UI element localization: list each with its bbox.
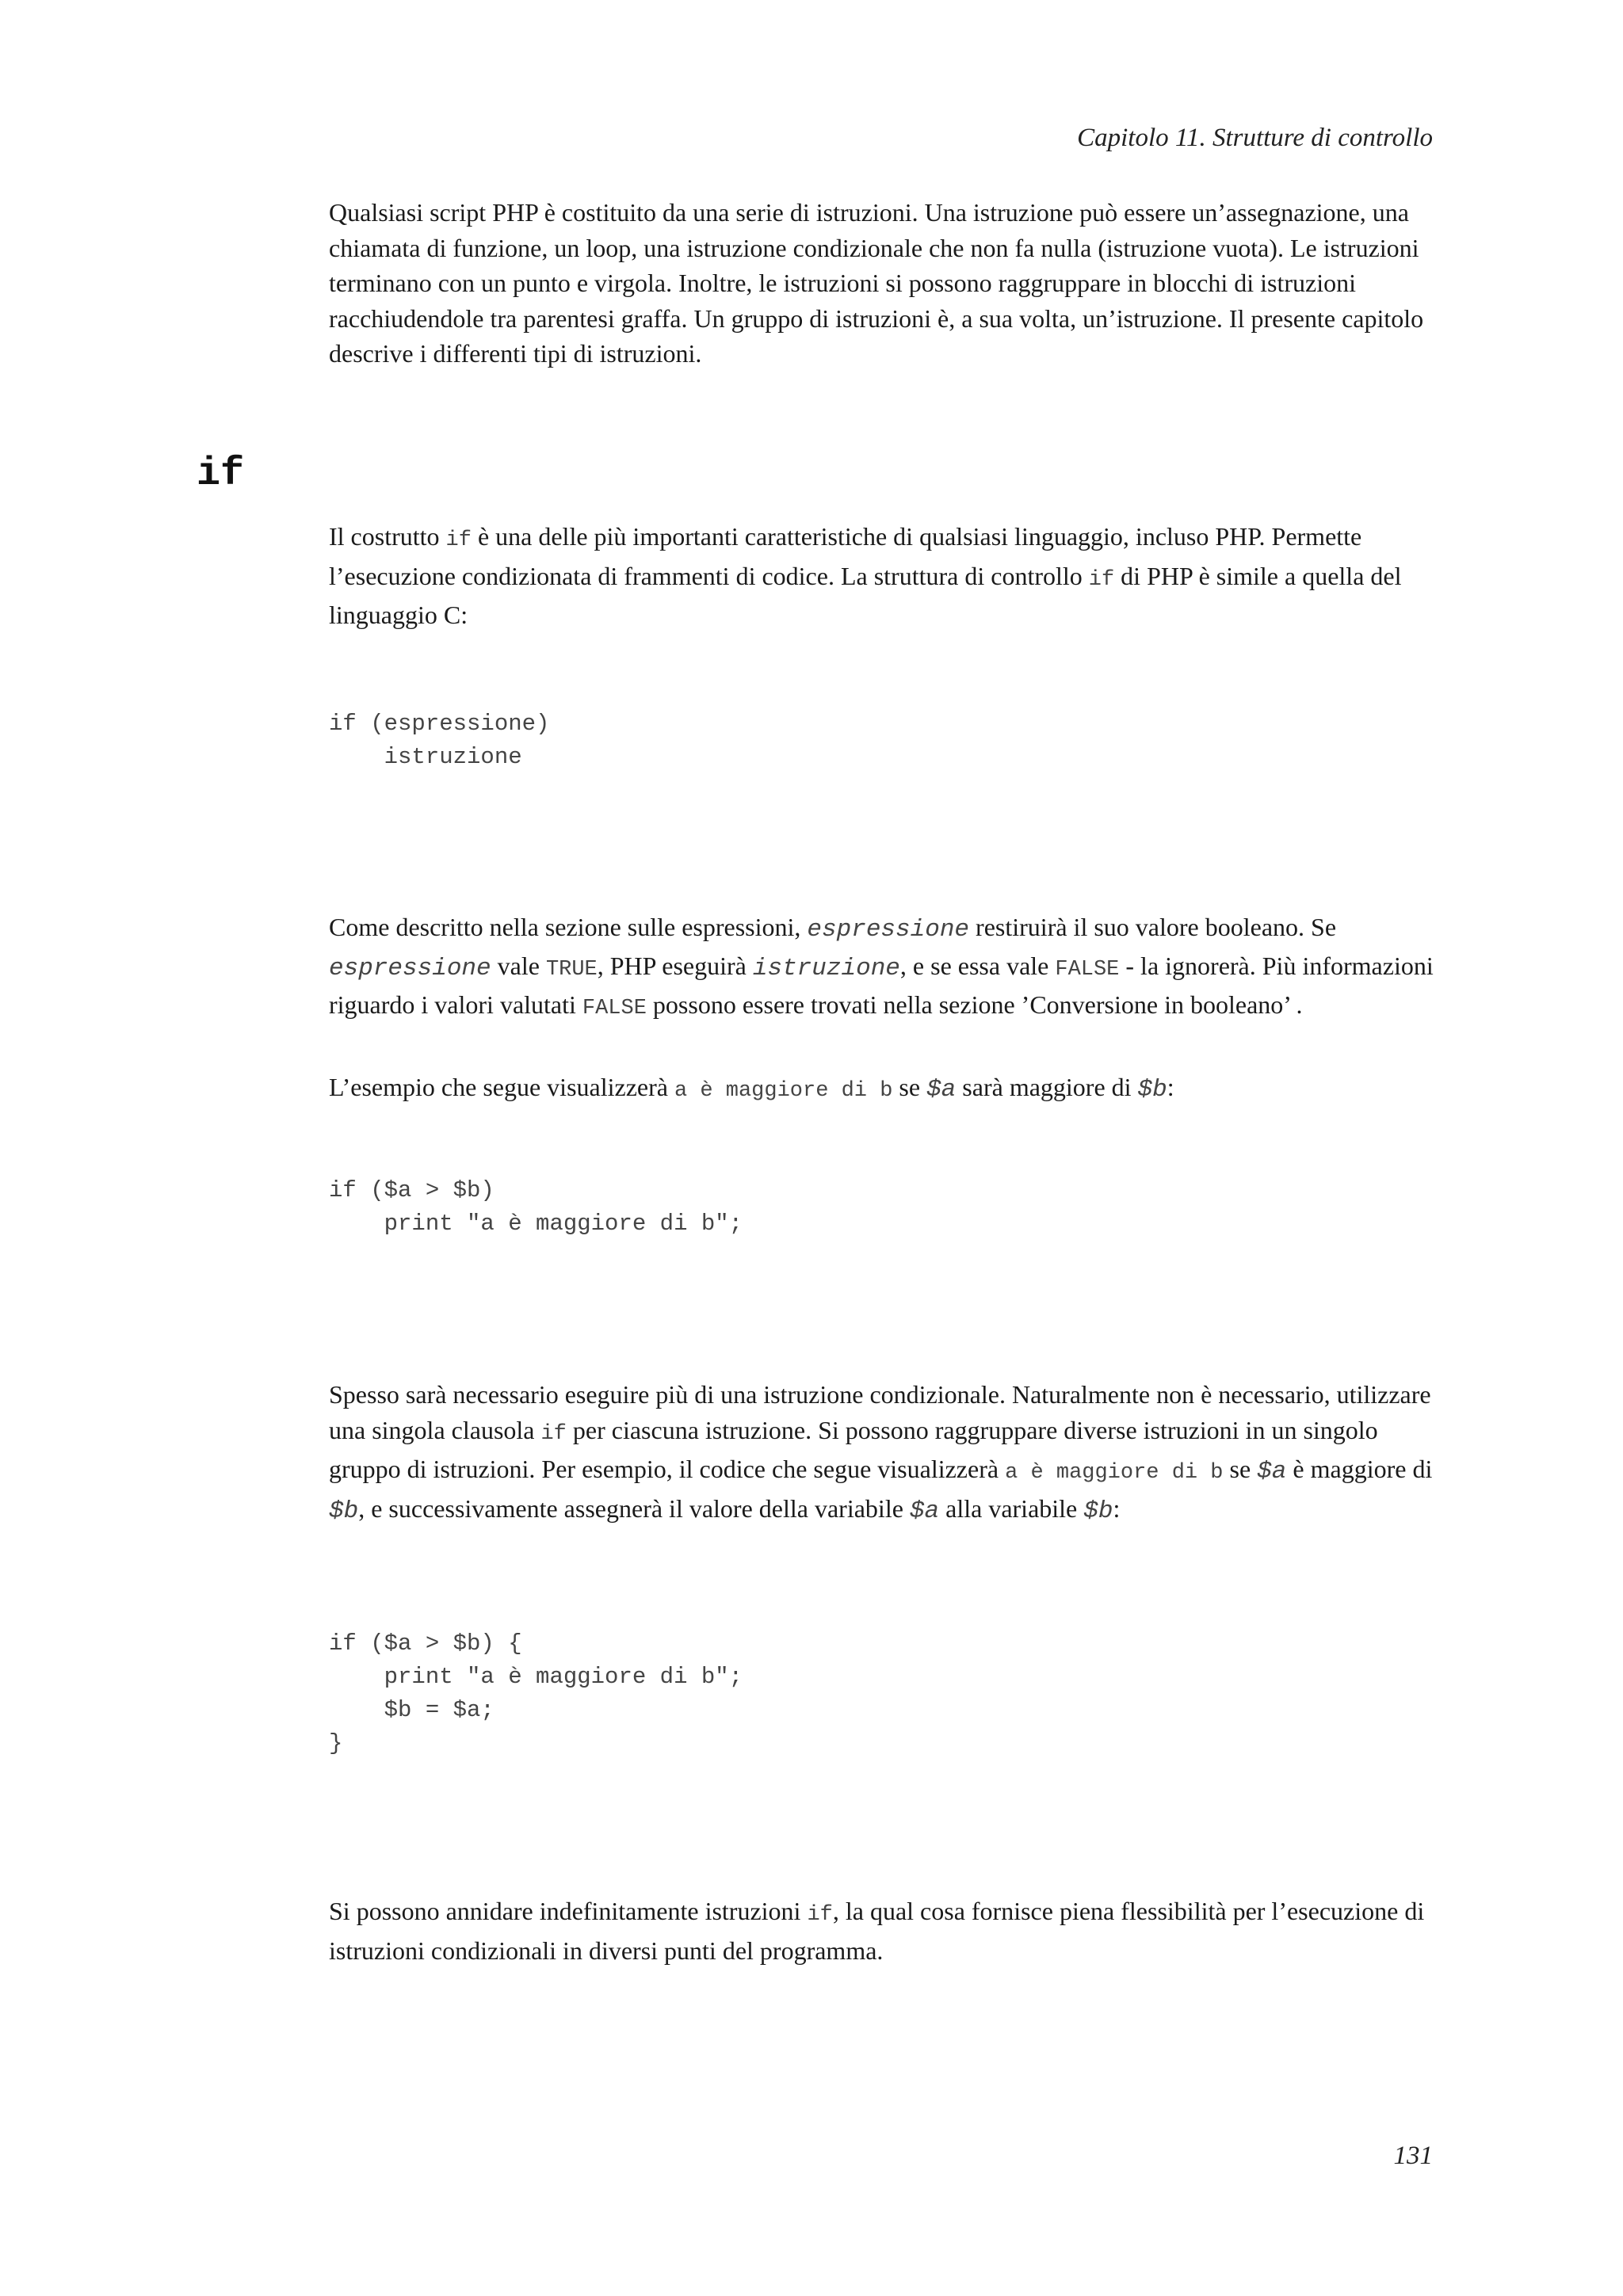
inline-code-italic: $a [926, 1076, 957, 1104]
code-block-example-2 [329, 1627, 1438, 1760]
text-run: Il costrutto [329, 522, 446, 551]
intro-paragraph: Qualsiasi script PHP è costituito da una serie di istruzioni. Una istruzione può essere un’assegnazione, una chiamata di funzione, un loop, una istruzione condizionale che non fa nulla (istruzione vuota). Le istruzioni terminano con un punto e virgola. Inoltre, le istruzioni si possono raggruppare in blocchi di istruzioni racchiudendole tra parentesi graffa. Un gruppo di istruzioni è, a sua volta, un’istruzione. Il presente capitolo descrive i differenti tipi di istruzioni. [329, 198, 1424, 368]
text-run: è una delle più importanti caratteristiche di qualsiasi linguaggio, incluso PHP. Permette l’esecuzione condizionata di frammenti di codice. La struttura di controllo [329, 522, 1362, 590]
section-title: if [197, 452, 245, 497]
code-line: istruzione [329, 744, 522, 770]
text-run: sarà maggiore di [956, 1073, 1138, 1101]
code-line: if (espressione) [329, 711, 550, 737]
inline-code-italic: espressione [807, 916, 970, 944]
code-line: print "a è maggiore di b"; [329, 1211, 743, 1237]
paragraph-if-intro-block [329, 519, 1438, 633]
inline-code: if [540, 1421, 567, 1446]
text-run: : [1167, 1073, 1174, 1101]
paragraph-grouping-block [329, 1377, 1438, 1529]
intro-block [329, 195, 1438, 372]
inline-code: a è maggiore di b [674, 1079, 893, 1103]
inline-code: FALSE [1055, 957, 1120, 982]
paragraph-expression [329, 910, 1438, 1027]
inline-code-italic: $b [1137, 1076, 1167, 1104]
text-run: vale [491, 951, 546, 980]
text-run: , e se essa vale [899, 951, 1056, 980]
inline-code-italic: $b [1083, 1497, 1113, 1525]
running-header: Capitolo 11. Strutture di controllo [1077, 124, 1433, 152]
code-line: $b = $a; [329, 1697, 495, 1723]
text-run: restiruirà il suo valore booleano. Se [969, 913, 1337, 941]
inline-code-italic: $a [909, 1497, 940, 1525]
inline-code-italic: istruzione [752, 954, 900, 982]
code-line: print "a è maggiore di b"; [329, 1664, 743, 1690]
inline-code: if [807, 1903, 833, 1927]
inline-code: a è maggiore di b [1005, 1461, 1224, 1485]
inline-code-italic: espressione [329, 954, 491, 982]
text-run: Si possono annidare indefinitamente istruzioni [329, 1897, 808, 1925]
text-run: L’esempio che segue visualizzerà [329, 1073, 674, 1101]
text-run: possono essere trovati nella sezione ’Conversione in booleano’ . [646, 990, 1303, 1019]
text-run: per ciascuna istruzione. Si possono raggruppare diverse istruzioni in un singolo gruppo di istruzioni. Per esempio, il codice che segue visualizzerà [329, 1415, 1378, 1483]
code-line: if ($a > $b) { [329, 1630, 522, 1657]
text-run: - la ignorerà. Più informazioni riguardo i valori valutati [329, 951, 1434, 1019]
text-run: Spesso sarà necessario eseguire più di una istruzione condizionale. Naturalmente non è necessario, utilizzare una singola clausola [329, 1380, 1431, 1444]
text-run: se [892, 1073, 927, 1101]
page-number: 131 [1393, 2142, 1433, 2170]
text-run: , la qual cosa fornisce piena flessibilità per l’esecuzione di istruzioni condizionali in diversi punti del programma. [329, 1897, 1425, 1965]
text-run: di PHP è simile a quella del linguaggio C: [329, 561, 1402, 629]
code-block-syntax [329, 707, 1438, 774]
text-run: è maggiore di [1286, 1455, 1433, 1483]
inline-code-italic: $b [329, 1497, 359, 1525]
inline-code: if [445, 528, 472, 552]
text-run: : [1113, 1493, 1121, 1523]
text-run: Come descritto nella sezione sulle espressioni, [329, 913, 808, 941]
paragraph-nesting-block [329, 1894, 1438, 1968]
code-line: if ($a > $b) [329, 1177, 495, 1203]
paragraph-if-intro [329, 519, 1438, 633]
paragraph-expression-block [329, 910, 1438, 1027]
code-block-example-1 [329, 1174, 1438, 1241]
text-run: alla variabile [939, 1493, 1084, 1523]
paragraph-nesting [329, 1894, 1438, 1968]
inline-code-italic: $a [1257, 1458, 1287, 1486]
inline-code: if [1088, 567, 1115, 592]
text-run: se [1223, 1455, 1258, 1483]
code-line: } [329, 1730, 343, 1756]
text-run: , PHP eseguirà [597, 951, 753, 980]
inline-code: TRUE [545, 957, 598, 982]
paragraph-example [329, 1070, 1438, 1109]
text-run: , e successivamente assegnerà il valore della variabile [358, 1493, 910, 1523]
paragraph-grouping [329, 1377, 1438, 1529]
paragraph-example-block [329, 1070, 1438, 1109]
inline-code: FALSE [582, 997, 647, 1020]
